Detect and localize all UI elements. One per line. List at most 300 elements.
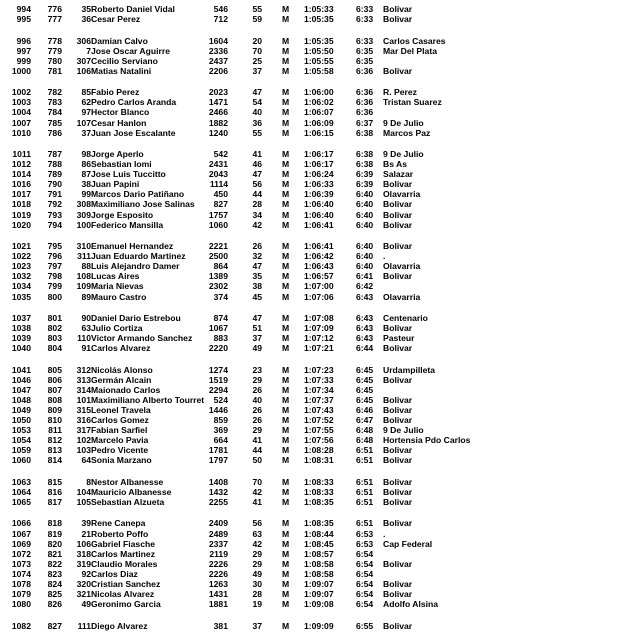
category-position-cell: 49 — [81, 599, 91, 610]
age-cell: 49 — [252, 568, 262, 579]
sex-cell: M — [282, 589, 290, 600]
age-cell: 20 — [252, 35, 262, 46]
runner-name-cell: Julio Cortiza — [91, 323, 143, 334]
pace-cell: 6:51 — [356, 445, 374, 456]
pace-cell: 6:45 — [356, 364, 374, 375]
runner-name-cell: Emanuel Hernandez — [91, 241, 174, 252]
pace-cell: 6:38 — [356, 159, 374, 170]
overall-place-cell: 1078 — [11, 578, 31, 589]
finish-time-cell: 1:08:58 — [304, 568, 334, 579]
category-place-cell: 815 — [47, 476, 62, 487]
finish-time-cell: 1:05:55 — [304, 55, 334, 66]
age-cell: 29 — [252, 558, 262, 569]
category-place-cell: 776 — [47, 4, 62, 15]
finish-time-cell: 1:08:35 — [304, 497, 334, 508]
overall-place-cell: 1063 — [11, 476, 31, 487]
pace-cell: 6:51 — [356, 476, 374, 487]
age-cell: 25 — [252, 55, 262, 66]
city-cell: Tristan Suarez — [383, 97, 442, 108]
sex-cell: M — [282, 425, 290, 436]
bib-number-cell: 2206 — [208, 65, 228, 76]
category-position-cell: 318 — [76, 548, 91, 559]
category-position-cell: 99 — [81, 189, 91, 200]
age-cell: 55 — [252, 4, 262, 15]
category-place-cell: 779 — [47, 45, 62, 56]
age-cell: 49 — [252, 343, 262, 354]
category-place-cell: 792 — [47, 199, 62, 210]
result-row — [0, 56, 634, 66]
sex-cell: M — [282, 323, 290, 334]
bib-number-cell: 2437 — [208, 55, 228, 66]
age-cell: 47 — [252, 169, 262, 180]
runner-name-cell: Fabian Sarfiel — [91, 425, 148, 436]
bib-number-cell: 1240 — [208, 127, 228, 138]
category-place-cell: 808 — [47, 394, 62, 405]
category-place-cell: 799 — [47, 281, 62, 292]
overall-place-cell: 1046 — [11, 374, 31, 385]
category-place-cell: 794 — [47, 219, 62, 230]
sex-cell: M — [282, 486, 290, 497]
category-place-cell: 806 — [47, 374, 62, 385]
age-cell: 26 — [252, 241, 262, 252]
sex-cell: M — [282, 169, 290, 180]
pace-cell: 6:40 — [356, 261, 374, 272]
bib-number-cell: 1274 — [208, 364, 228, 375]
sex-cell: M — [282, 455, 290, 466]
category-place-cell: 782 — [47, 87, 62, 98]
category-place-cell: 777 — [47, 14, 62, 25]
finish-time-cell: 1:09:08 — [304, 599, 334, 610]
bib-number-cell: 2409 — [208, 518, 228, 529]
runner-name-cell: Marcos Dario Patiñano — [91, 189, 185, 200]
runner-name-cell: Luis Alejandro Damer — [91, 261, 180, 272]
bib-number-cell: 1781 — [208, 445, 228, 456]
city-cell: 9 De Julio — [383, 149, 424, 160]
runner-name-cell: Maximiliano Jose Salinas — [91, 199, 195, 210]
city-cell: . — [383, 528, 386, 539]
finish-time-cell: 1:06:00 — [304, 87, 334, 98]
finish-time-cell: 1:06:17 — [304, 159, 334, 170]
group-spacer — [0, 609, 634, 620]
group-spacer — [0, 302, 634, 313]
city-cell: Bolivar — [383, 455, 413, 466]
city-cell: Salazar — [383, 169, 414, 180]
city-cell: Bolivar — [383, 271, 413, 282]
overall-place-cell: 1073 — [11, 558, 31, 569]
bib-number-cell: 859 — [213, 415, 228, 426]
category-place-cell: 781 — [47, 65, 62, 76]
overall-place-cell: 1034 — [11, 281, 31, 292]
finish-time-cell: 1:07:08 — [304, 312, 334, 323]
sex-cell: M — [282, 159, 290, 170]
category-place-cell: 822 — [47, 558, 62, 569]
city-cell: Marcos Paz — [383, 127, 431, 138]
city-cell: Pasteur — [383, 333, 415, 344]
result-row — [0, 87, 634, 97]
bib-number-cell: 1757 — [208, 209, 228, 220]
bib-number-cell: 1060 — [208, 219, 228, 230]
bib-number-cell: 1431 — [208, 589, 228, 600]
category-place-cell: 821 — [47, 548, 62, 559]
result-row — [0, 539, 634, 549]
bib-number-cell: 1797 — [208, 455, 228, 466]
runner-name-cell: Nicolás Alonso — [91, 364, 153, 375]
pace-cell: 6:48 — [356, 425, 374, 436]
result-row — [0, 599, 634, 609]
age-cell: 41 — [252, 149, 262, 160]
category-position-cell: 317 — [76, 425, 91, 436]
result-row — [0, 518, 634, 528]
result-row — [0, 107, 634, 117]
city-cell: 9 De Julio — [383, 117, 424, 128]
bib-number-cell: 2226 — [208, 568, 228, 579]
city-cell: Bolivar — [383, 65, 413, 76]
result-row — [0, 343, 634, 353]
age-cell: 44 — [252, 189, 262, 200]
result-row — [0, 4, 634, 14]
finish-time-cell: 1:08:58 — [304, 558, 334, 569]
category-place-cell: 826 — [47, 599, 62, 610]
finish-time-cell: 1:08:31 — [304, 455, 334, 466]
pace-cell: 6:48 — [356, 435, 374, 446]
sex-cell: M — [282, 55, 290, 66]
result-row — [0, 445, 634, 455]
category-place-cell: 827 — [47, 620, 62, 631]
finish-time-cell: 1:05:58 — [304, 65, 334, 76]
age-cell: 55 — [252, 127, 262, 138]
runner-name-cell: Diego Alvarez — [91, 620, 148, 631]
bib-number-cell: 1882 — [208, 117, 228, 128]
sex-cell: M — [282, 199, 290, 210]
overall-place-cell: 1049 — [11, 404, 31, 415]
pace-cell: 6:55 — [356, 620, 374, 631]
sex-cell: M — [282, 149, 290, 160]
result-row — [0, 435, 634, 445]
pace-cell: 6:54 — [356, 548, 374, 559]
pace-cell: 6:54 — [356, 599, 374, 610]
pace-cell: 6:33 — [356, 35, 374, 46]
runner-name-cell: Roberto Daniel Vidal — [91, 4, 175, 15]
category-position-cell: 98 — [81, 149, 91, 160]
pace-cell: 6:40 — [356, 219, 374, 230]
category-position-cell: 7 — [86, 45, 91, 56]
category-place-cell: 784 — [47, 107, 62, 118]
overall-place-cell: 1010 — [11, 127, 31, 138]
runner-name-cell: Damian Calvo — [91, 35, 148, 46]
city-cell: Bolivar — [383, 241, 413, 252]
result-row — [0, 497, 634, 507]
city-cell: Bolivar — [383, 558, 413, 569]
result-row — [0, 179, 634, 189]
finish-time-cell: 1:05:35 — [304, 35, 334, 46]
bib-number-cell: 2302 — [208, 281, 228, 292]
city-cell: Olavarria — [383, 189, 421, 200]
category-position-cell: 316 — [76, 415, 91, 426]
age-cell: 32 — [252, 251, 262, 262]
result-row — [0, 210, 634, 220]
sex-cell: M — [282, 528, 290, 539]
overall-place-cell: 997 — [16, 45, 31, 56]
bib-number-cell: 883 — [213, 333, 228, 344]
runner-name-cell: Juan Papini — [91, 179, 140, 190]
overall-place-cell: 1072 — [11, 548, 31, 559]
category-place-cell: 817 — [47, 497, 62, 508]
pace-cell: 6:43 — [356, 312, 374, 323]
sex-cell: M — [282, 251, 290, 262]
category-position-cell: 90 — [81, 312, 91, 323]
category-position-cell: 107 — [76, 117, 91, 128]
sex-cell: M — [282, 620, 290, 631]
age-cell: 37 — [252, 65, 262, 76]
category-position-cell: 306 — [76, 35, 91, 46]
category-place-cell: 818 — [47, 518, 62, 529]
runner-name-cell: Rene Canepa — [91, 518, 146, 529]
city-cell: Bolivar — [383, 589, 413, 600]
category-position-cell: 312 — [76, 364, 91, 375]
result-row — [0, 281, 634, 291]
overall-place-cell: 1011 — [12, 149, 31, 160]
bib-number-cell: 369 — [213, 425, 228, 436]
bib-number-cell: 2023 — [208, 87, 228, 98]
pace-cell: 6:35 — [356, 45, 374, 56]
city-cell: Bolivar — [383, 486, 413, 497]
sex-cell: M — [282, 404, 290, 415]
pace-cell: 6:44 — [356, 343, 374, 354]
category-place-cell: 804 — [47, 343, 62, 354]
category-position-cell: 35 — [81, 4, 91, 15]
result-row — [0, 271, 634, 281]
result-row — [0, 220, 634, 230]
result-row — [0, 118, 634, 128]
result-row — [0, 405, 634, 415]
category-place-cell: 819 — [47, 528, 62, 539]
pace-cell: 6:53 — [356, 528, 374, 539]
city-cell: Bolivar — [383, 4, 413, 15]
overall-place-cell: 1065 — [11, 497, 31, 508]
category-place-cell: 800 — [47, 291, 62, 302]
overall-place-cell: 1080 — [11, 599, 31, 610]
category-position-cell: 37 — [81, 127, 91, 138]
sex-cell: M — [282, 281, 290, 292]
age-cell: 28 — [252, 199, 262, 210]
bib-number-cell: 546 — [213, 4, 228, 15]
pace-cell: 6:38 — [356, 127, 374, 138]
age-cell: 40 — [252, 107, 262, 118]
city-cell: Bolivar — [383, 578, 413, 589]
category-position-cell: 311 — [77, 251, 91, 262]
age-cell: 26 — [252, 415, 262, 426]
overall-place-cell: 1007 — [11, 117, 31, 128]
runner-name-cell: Jose Luis Tuccitto — [91, 169, 166, 180]
bib-number-cell: 2431 — [208, 159, 228, 170]
sex-cell: M — [282, 4, 290, 15]
sex-cell: M — [282, 548, 290, 559]
result-row — [0, 425, 634, 435]
result-row — [0, 487, 634, 497]
pace-cell: 6:54 — [356, 578, 374, 589]
pace-cell: 6:39 — [356, 169, 374, 180]
overall-place-cell: 1048 — [11, 394, 31, 405]
result-row — [0, 261, 634, 271]
sex-cell: M — [282, 497, 290, 508]
result-row — [0, 569, 634, 579]
result-row — [0, 128, 634, 138]
overall-place-cell: 1047 — [11, 384, 31, 395]
bib-number-cell: 2489 — [208, 528, 228, 539]
group-spacer — [0, 507, 634, 518]
category-place-cell: 825 — [47, 589, 62, 600]
category-place-cell: 786 — [47, 127, 62, 138]
age-cell: 41 — [252, 497, 262, 508]
city-cell: Mar Del Plata — [383, 45, 437, 56]
sex-cell: M — [282, 364, 290, 375]
category-place-cell: 787 — [47, 149, 62, 160]
sex-cell: M — [282, 374, 290, 385]
result-row — [0, 149, 634, 159]
sex-cell: M — [282, 271, 290, 282]
pace-cell: 6:54 — [356, 568, 374, 579]
city-cell: Olavarria — [383, 261, 421, 272]
category-place-cell: 823 — [47, 568, 62, 579]
category-position-cell: 36 — [81, 14, 91, 25]
result-row — [0, 251, 634, 261]
city-cell: Bolivar — [383, 199, 413, 210]
sex-cell: M — [282, 558, 290, 569]
finish-time-cell: 1:06:41 — [304, 219, 334, 230]
finish-time-cell: 1:07:55 — [304, 425, 334, 436]
runner-name-cell: Carlos Alvarez — [91, 343, 151, 354]
bib-number-cell: 1471 — [208, 97, 228, 108]
category-place-cell: 820 — [47, 538, 62, 549]
category-place-cell: 810 — [47, 415, 62, 426]
age-cell: 40 — [252, 394, 262, 405]
category-position-cell: 106 — [76, 65, 91, 76]
category-place-cell: 802 — [47, 323, 62, 334]
group-spacer — [0, 353, 634, 364]
city-cell: Hortensia Pdo Carlos — [383, 435, 471, 446]
runner-name-cell: Marcelo Pavia — [91, 435, 149, 446]
runner-name-cell: Cesar Hanlon — [91, 117, 147, 128]
overall-place-cell: 1041 — [11, 364, 31, 375]
overall-place-cell: 1067 — [11, 528, 31, 539]
city-cell: Bolivar — [383, 620, 413, 631]
pace-cell: 6:43 — [356, 291, 374, 302]
city-cell: Bolivar — [383, 518, 413, 529]
category-place-cell: 791 — [47, 189, 62, 200]
finish-time-cell: 1:06:24 — [304, 169, 334, 180]
runner-name-cell: Mauricio Albanesse — [91, 486, 172, 497]
age-cell: 23 — [252, 364, 262, 375]
city-cell: Bolivar — [383, 343, 413, 354]
finish-time-cell: 1:06:07 — [304, 107, 334, 118]
sex-cell: M — [282, 476, 290, 487]
age-cell: 46 — [252, 159, 262, 170]
sex-cell: M — [282, 87, 290, 98]
finish-time-cell: 1:07:43 — [304, 404, 334, 415]
category-position-cell: 92 — [81, 568, 91, 579]
category-position-cell: 21 — [81, 528, 91, 539]
category-place-cell: 809 — [47, 404, 62, 415]
overall-place-cell: 999 — [16, 55, 31, 66]
bib-number-cell: 2119 — [209, 548, 228, 559]
age-cell: 29 — [252, 374, 262, 385]
city-cell: Urdampilleta — [383, 364, 436, 375]
city-cell: Bolivar — [383, 476, 413, 487]
result-row — [0, 313, 634, 323]
sex-cell: M — [282, 35, 290, 46]
sex-cell: M — [282, 179, 290, 190]
bib-number-cell: 664 — [213, 435, 228, 446]
runner-name-cell: Roberto Poffo — [91, 528, 149, 539]
pace-cell: 6:36 — [356, 87, 374, 98]
runner-name-cell: Claudio Morales — [91, 558, 158, 569]
pace-cell: 6:45 — [356, 384, 374, 395]
runner-name-cell: Fabio Perez — [91, 87, 140, 98]
category-position-cell: 89 — [81, 291, 91, 302]
category-position-cell: 63 — [81, 323, 91, 334]
category-position-cell: 308 — [76, 199, 91, 210]
result-row — [0, 292, 634, 302]
finish-time-cell: 1:07:21 — [304, 343, 334, 354]
finish-time-cell: 1:05:33 — [304, 4, 334, 15]
runner-name-cell: Jorge Aperlo — [91, 149, 144, 160]
bib-number-cell: 1263 — [208, 578, 228, 589]
finish-time-cell: 1:07:56 — [304, 435, 334, 446]
pace-cell: 6:42 — [356, 281, 374, 292]
bib-number-cell: 1408 — [208, 476, 228, 487]
runner-name-cell: Cesar Perez — [91, 14, 141, 25]
overall-place-cell: 1059 — [11, 445, 31, 456]
sex-cell: M — [282, 415, 290, 426]
bib-number-cell: 827 — [213, 199, 228, 210]
sex-cell: M — [282, 127, 290, 138]
age-cell: 47 — [252, 261, 262, 272]
category-place-cell: 778 — [47, 35, 62, 46]
sex-cell: M — [282, 568, 290, 579]
bib-number-cell: 2221 — [208, 241, 228, 252]
age-cell: 37 — [252, 620, 262, 631]
city-cell: Bolivar — [383, 497, 413, 508]
sex-cell: M — [282, 578, 290, 589]
pace-cell: 6:38 — [356, 149, 374, 160]
category-place-cell: 798 — [47, 271, 62, 282]
bib-number-cell: 542 — [213, 149, 228, 160]
sex-cell: M — [282, 291, 290, 302]
finish-time-cell: 1:07:52 — [304, 415, 334, 426]
category-place-cell: 793 — [47, 209, 62, 220]
city-cell: Cap Federal — [383, 538, 433, 549]
result-row — [0, 169, 634, 179]
overall-place-cell: 1023 — [11, 261, 31, 272]
group-spacer — [0, 466, 634, 477]
overall-place-cell: 1074 — [11, 568, 31, 579]
overall-place-cell: 1050 — [11, 415, 31, 426]
result-row — [0, 375, 634, 385]
runner-name-cell: Leonel Travela — [91, 404, 151, 415]
result-row — [0, 395, 634, 405]
age-cell: 34 — [252, 209, 262, 220]
category-position-cell: 64 — [81, 455, 91, 466]
overall-place-cell: 1018 — [11, 199, 31, 210]
sex-cell: M — [282, 45, 290, 56]
age-cell: 42 — [252, 538, 262, 549]
bib-number-cell: 381 — [213, 620, 228, 631]
city-cell: Bolivar — [383, 404, 413, 415]
finish-time-cell: 1:06:15 — [304, 127, 334, 138]
group-spacer — [0, 24, 634, 35]
finish-time-cell: 1:06:40 — [304, 209, 334, 220]
pace-cell: 6:46 — [356, 404, 374, 415]
